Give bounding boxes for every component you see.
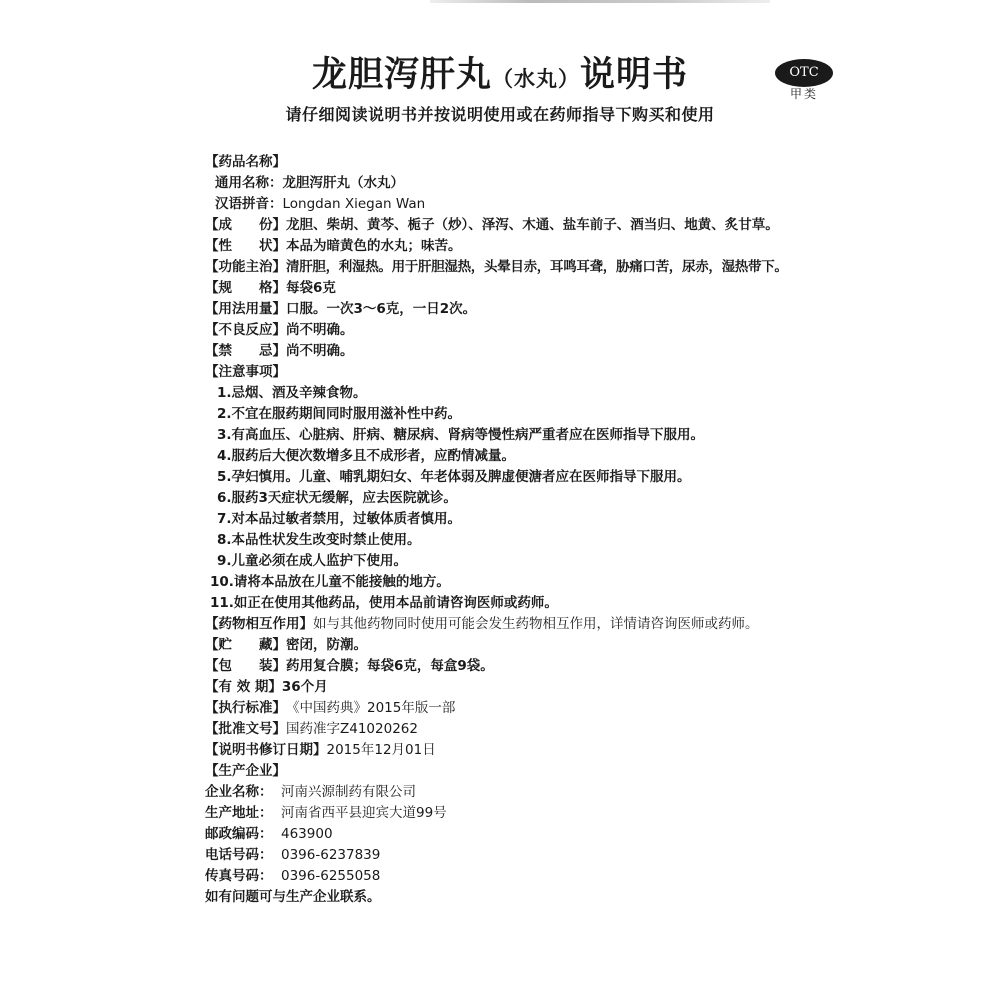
contraindications-label: 【禁 忌】 xyxy=(205,343,286,359)
otc-badge: OTC xyxy=(775,59,833,87)
fax-row xyxy=(205,866,865,887)
interactions-row xyxy=(205,614,865,635)
scan-edge xyxy=(430,0,770,3)
specification-label: 【规 格】 xyxy=(205,280,286,296)
list-item: 3.有高血压、心脏病、肝病、糖尿病、肾病等慢性病严重者应在医师指导下服用。 xyxy=(217,427,705,443)
pinyin-value: Longdan Xiegan Wan xyxy=(282,196,426,212)
validity-value: 36个月 xyxy=(281,679,328,695)
title-sub: （水丸） xyxy=(492,67,580,91)
precautions-heading: 【注意事项】 xyxy=(205,364,286,380)
list-item: 11.如正在使用其他药品，使用本品前请咨询医师或药师。 xyxy=(210,595,558,611)
phone-value: 0396-6237839 xyxy=(281,847,381,863)
list-item: 10.请将本品放在儿童不能接触的地方。 xyxy=(210,574,450,590)
packaging-value: 药用复合膜；每袋6克，每盒9袋。 xyxy=(286,658,494,674)
fax-label: 传真号码： xyxy=(205,868,273,884)
postcode-value: 463900 xyxy=(281,826,333,842)
list-item: 6.服药3天症状无缓解，应去医院就诊。 xyxy=(217,490,457,506)
pinyin-label: 汉语拼音： xyxy=(215,196,283,212)
approval-label: 【批准文号】 xyxy=(205,721,286,737)
approval-row xyxy=(205,719,865,740)
otc-category: 甲类 xyxy=(789,87,818,101)
adverse-row xyxy=(205,320,865,341)
address-row xyxy=(205,803,865,824)
contraindications-value: 尚不明确。 xyxy=(286,343,354,359)
manufacturer-heading: 【生产企业】 xyxy=(205,763,286,779)
contact-note: 如有问题可与生产企业联系。 xyxy=(205,889,381,905)
address-label: 生产地址： xyxy=(205,805,273,821)
list-item: 1.忌烟、酒及辛辣食物。 xyxy=(217,385,367,401)
list-item: 7.对本品过敏者禁用，过敏体质者慎用。 xyxy=(217,511,462,527)
ingredients-value: 龙胆、柴胡、黄芩、栀子（炒）、泽泻、木通、盐车前子、酒当归、地黄、炙甘草。 xyxy=(286,217,779,233)
list-item: 8.本品性状发生改变时禁止使用。 xyxy=(217,532,421,548)
approval-value: 国药准字Z41020262 xyxy=(286,721,418,737)
precautions-list xyxy=(205,383,865,614)
adverse-label: 【不良反应】 xyxy=(205,322,286,338)
dosage-row xyxy=(205,299,865,320)
standard-value: 《中国药典》2015年版一部 xyxy=(286,700,456,716)
fax-value: 0396-6255058 xyxy=(281,868,381,884)
appearance-row xyxy=(205,236,865,257)
appearance-value: 本品为暗黄色的水丸；味苦。 xyxy=(286,238,462,254)
document-subtitle: 请仔细阅读说明书并按说明使用或在药师指导下购买和使用 xyxy=(285,105,715,124)
title-main: 龙胆泻肝丸 xyxy=(311,55,492,95)
contraindications-row xyxy=(205,341,865,362)
adverse-value: 尚不明确。 xyxy=(286,322,354,338)
leaflet-body xyxy=(205,152,865,908)
ingredients-label: 【成 份】 xyxy=(205,217,286,233)
company-name-label: 企业名称： xyxy=(205,784,273,800)
list-item: 2.不宜在服药期间同时服用滋补性中药。 xyxy=(217,406,462,422)
specification-row xyxy=(205,278,865,299)
phone-row xyxy=(205,845,865,866)
validity-label: 【有 效 期】 xyxy=(205,679,282,695)
company-name-row xyxy=(205,782,865,803)
phone-label: 电话号码： xyxy=(205,847,273,863)
specification-value: 每袋6克 xyxy=(286,280,336,296)
pinyin-row xyxy=(205,194,865,215)
postcode-row xyxy=(205,824,865,845)
ingredients-row xyxy=(205,215,865,236)
indications-value: 清肝胆，利湿热。用于肝胆湿热，头晕目赤，耳鸣耳聋，胁痛口苦，尿赤，湿热带下。 xyxy=(286,259,788,275)
standard-row xyxy=(205,698,865,719)
storage-row xyxy=(205,635,865,656)
revision-value: 2015年12月01日 xyxy=(326,742,436,758)
title-end: 说明书 xyxy=(580,55,689,95)
list-item: 5.孕妇慎用。儿童、哺乳期妇女、年老体弱及脾虚便溏者应在医师指导下服用。 xyxy=(217,469,691,485)
indications-row xyxy=(205,257,865,278)
interactions-label: 【药物相互作用】 xyxy=(205,616,313,632)
name-heading: 【药品名称】 xyxy=(205,154,286,170)
appearance-label: 【性 状】 xyxy=(205,238,286,254)
packaging-row xyxy=(205,656,865,677)
dosage-value: 口服。一次3～6克，一日2次。 xyxy=(286,301,477,317)
list-item: 4.服药后大便次数增多且不成形者，应酌情减量。 xyxy=(217,448,516,464)
storage-value: 密闭，防潮。 xyxy=(286,637,367,653)
generic-name-row xyxy=(205,173,865,194)
standard-label: 【执行标准】 xyxy=(205,700,286,716)
indications-label: 【功能主治】 xyxy=(205,259,286,275)
document-title xyxy=(0,52,1000,102)
revision-row xyxy=(205,740,865,761)
revision-label: 【说明书修订日期】 xyxy=(205,742,327,758)
generic-name-value: 龙胆泻肝丸（水丸） xyxy=(282,175,404,191)
dosage-label: 【用法用量】 xyxy=(205,301,286,317)
list-item: 9.儿童必须在成人监护下使用。 xyxy=(217,553,408,569)
validity-row xyxy=(205,677,865,698)
address-value: 河南省西平县迎宾大道99号 xyxy=(281,805,447,821)
postcode-label: 邮政编码： xyxy=(205,826,273,842)
packaging-label: 【包 装】 xyxy=(205,658,286,674)
storage-label: 【贮 藏】 xyxy=(205,637,286,653)
interactions-value: 如与其他药物同时使用可能会发生药物相互作用，详情请咨询医师或药师。 xyxy=(313,616,759,632)
generic-name-label: 通用名称： xyxy=(215,175,283,191)
company-name-value: 河南兴源制药有限公司 xyxy=(281,784,416,800)
